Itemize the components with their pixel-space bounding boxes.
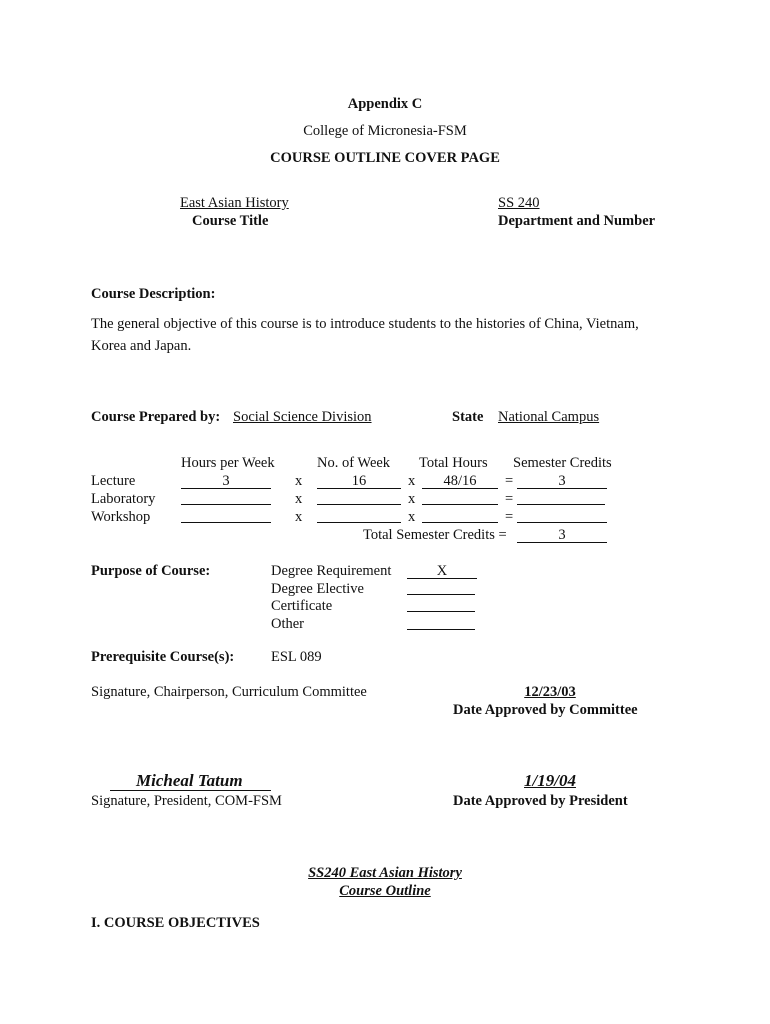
president-signature: Micheal Tatum xyxy=(110,772,271,791)
description-label: Course Description: xyxy=(91,286,216,302)
course-title-value: East Asian History xyxy=(180,195,289,211)
section-heading: I. COURSE OBJECTIVES xyxy=(91,915,260,931)
committee-date: 12/23/03 xyxy=(524,684,576,700)
committee-signature-label: Signature, Chairperson, Curriculum Committee xyxy=(91,684,367,700)
department-label: Department and Number xyxy=(498,213,656,229)
course-title-label: Course Title xyxy=(192,213,269,229)
workshop-total xyxy=(422,508,498,523)
purpose-option-mark xyxy=(407,615,475,630)
lecture-x2: x xyxy=(408,473,416,489)
prepared-by-label: Course Prepared by: xyxy=(91,409,221,425)
workshop-weeks xyxy=(317,508,401,523)
laboratory-eq: = xyxy=(505,491,514,507)
page-title: COURSE OUTLINE COVER PAGE xyxy=(270,150,500,166)
appendix-heading: Appendix C xyxy=(347,96,423,112)
lecture-eq: = xyxy=(505,473,514,489)
lecture-credits: 3 xyxy=(517,474,607,489)
laboratory-total xyxy=(422,490,498,505)
state-value: National Campus xyxy=(498,409,600,425)
laboratory-hours xyxy=(181,490,271,505)
description-text: The general objective of this course is to introduce students to the histories of China, Vietnam, Korea and Japan. xyxy=(91,316,639,354)
total-credits-value: 3 xyxy=(517,528,607,543)
lecture-weeks: 16 xyxy=(317,474,401,489)
president-date-label: Date Approved by President xyxy=(453,793,628,809)
row-label-laboratory: Laboratory xyxy=(91,491,156,507)
workshop-x2: x xyxy=(408,509,416,525)
workshop-x1: x xyxy=(295,509,303,525)
purpose-label: Purpose of Course: xyxy=(91,563,211,579)
department-value: SS 240 xyxy=(498,195,540,211)
header-total-hours: Total Hours xyxy=(419,455,488,471)
lecture-hours: 3 xyxy=(181,474,271,489)
purpose-option-label: Other xyxy=(271,616,305,632)
prepared-by-value: Social Science Division xyxy=(233,409,372,425)
workshop-hours xyxy=(181,508,271,523)
laboratory-credits xyxy=(517,490,605,505)
committee-date-label: Date Approved by Committee xyxy=(453,702,638,718)
total-credits-label: Total Semester Credits = xyxy=(363,527,507,543)
state-label: State xyxy=(452,409,484,425)
header-semester-credits: Semester Credits xyxy=(513,455,612,471)
purpose-option-label: Degree Requirement xyxy=(271,563,392,579)
laboratory-x1: x xyxy=(295,491,303,507)
workshop-credits xyxy=(517,508,607,523)
college-name: College of Micronesia-FSM xyxy=(303,123,467,139)
outline-subtitle: Course Outline xyxy=(339,883,431,899)
purpose-option-mark: X xyxy=(407,564,477,579)
lecture-x1: x xyxy=(295,473,303,489)
purpose-option-label: Degree Elective xyxy=(271,581,364,597)
purpose-option-mark xyxy=(407,580,475,595)
purpose-option-mark xyxy=(407,597,475,612)
prerequisite-label: Prerequisite Course(s): xyxy=(91,649,235,665)
outline-title: SS240 East Asian History xyxy=(308,865,462,881)
header-no-of-week: No. of Week xyxy=(317,455,391,471)
president-date: 1/19/04 xyxy=(524,771,576,790)
header-hours-per-week: Hours per Week xyxy=(181,455,275,471)
laboratory-weeks xyxy=(317,490,401,505)
workshop-eq: = xyxy=(505,509,514,525)
prerequisite-value: ESL 089 xyxy=(271,649,322,665)
purpose-option-label: Certificate xyxy=(271,598,333,614)
row-label-lecture: Lecture xyxy=(91,473,136,489)
president-signature-label: Signature, President, COM-FSM xyxy=(91,793,282,809)
laboratory-x2: x xyxy=(408,491,416,507)
row-label-workshop: Workshop xyxy=(91,509,151,525)
lecture-total: 48/16 xyxy=(422,474,498,489)
